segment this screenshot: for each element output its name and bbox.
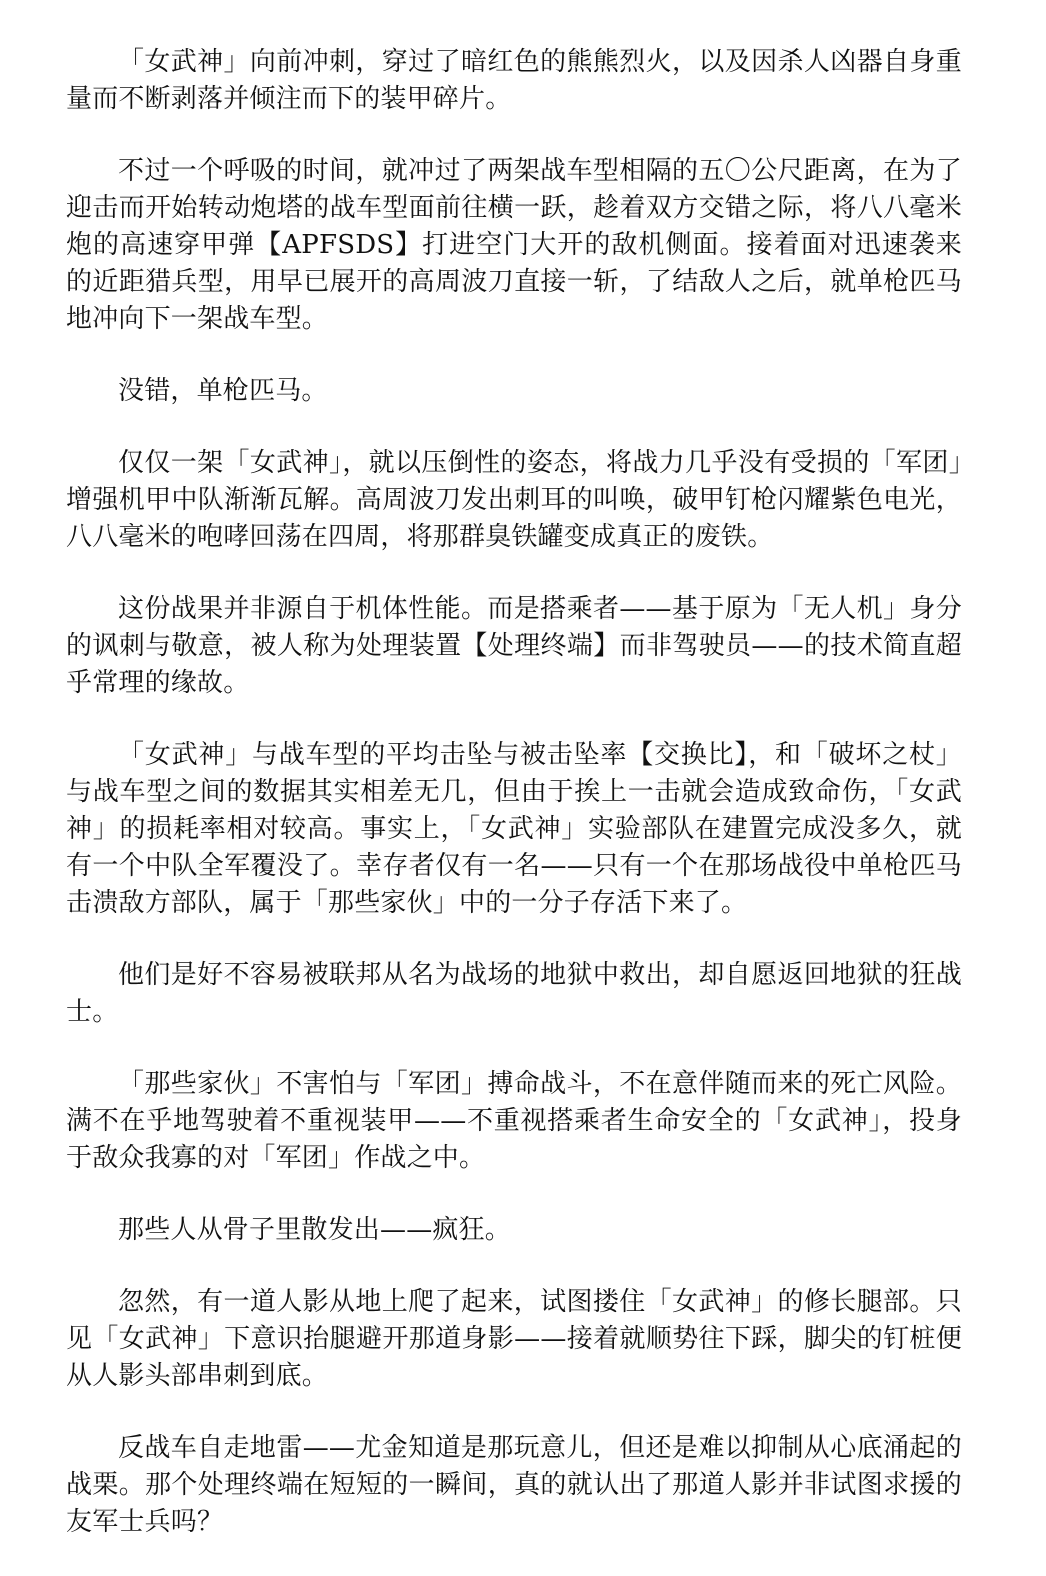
paragraph-11: 反战车自走地雷——尤金知道是那玩意儿，但还是难以抑制从心底涌起的战栗。那个处理终端在短短的一瞬间，真的就认出了那道人影并非试图求援的友军士兵吗？ [66,1433,962,1537]
paragraph-10: 忽然，有一道人影从地上爬了起来，试图搂住「女武神」的修长腿部。只见「女武神」下意识抬腿避开那道身影——接着就顺势往下踩，脚尖的钉桩便从人影头部串刺到底。 [66,1287,962,1391]
paragraph-8: 「那些家伙」不害怕与「军团」搏命战斗，不在意伴随而来的死亡风险。满不在乎地驾驶着不重视装甲——不重视搭乘者生命安全的「女武神」，投身于敌众我寡的对「军团」作战之中。 [66,1069,962,1173]
paragraph-4: 仅仅一架「女武神」，就以压倒性的姿态，将战力几乎没有受损的「军团」增强机甲中队渐渐瓦解。高周波刀发出刺耳的叫唤，破甲钉枪闪耀紫色电光，八八毫米的咆哮回荡在四周，将那群臭铁罐变成真正的废铁。 [66,448,962,552]
paragraph-9: 那些人从骨子里散发出——疯狂。 [118,1215,512,1245]
paragraph-6: 「女武神」与战车型的平均击坠与被击坠率【交换比】，和「破坏之杖」与战车型之间的数据其实相差无几，但由于挨上一击就会造成致命伤，「女武神」的损耗率相对较高。事实上，「女武神」实验部队在建置完成没多久，就有一个中队全军覆没了。幸存者仅有一名——只有一个在那场战役中单枪匹马击溃敌方部队，属于「那些家伙」中的一分子存活下来了。 [66,740,962,918]
paragraph-1: 「女武神」向前冲刺，穿过了暗红色的熊熊烈火，以及因杀人凶器自身重量而不断剥落并倾注而下的装甲碎片。 [66,47,962,114]
paragraph-3: 没错，单枪匹马。 [118,376,328,406]
document-page [66,44,962,1576]
paragraph-2: 不过一个呼吸的时间，就冲过了两架战车型相隔的五〇公尺距离，在为了迎击而开始转动炮塔的战车型面前往横一跃，趁着双方交错之际，将八八毫米炮的高速穿甲弹【APFSDS】打进空门大开的敌机侧面。接着面对迅速袭来的近距猎兵型，用早已展开的高周波刀直接一斩，了结敌人之后，就单枪匹马地冲向下一架战车型。 [66,156,962,334]
paragraph-7: 他们是好不容易被联邦从名为战场的地狱中救出，却自愿返回地狱的狂战士。 [66,960,962,1027]
paragraph-5: 这份战果并非源自于机体性能。而是搭乘者——基于原为「无人机」身分的讽刺与敬意，被人称为处理装置【处理终端】而非驾驶员——的技术简直超乎常理的缘故。 [66,594,962,698]
